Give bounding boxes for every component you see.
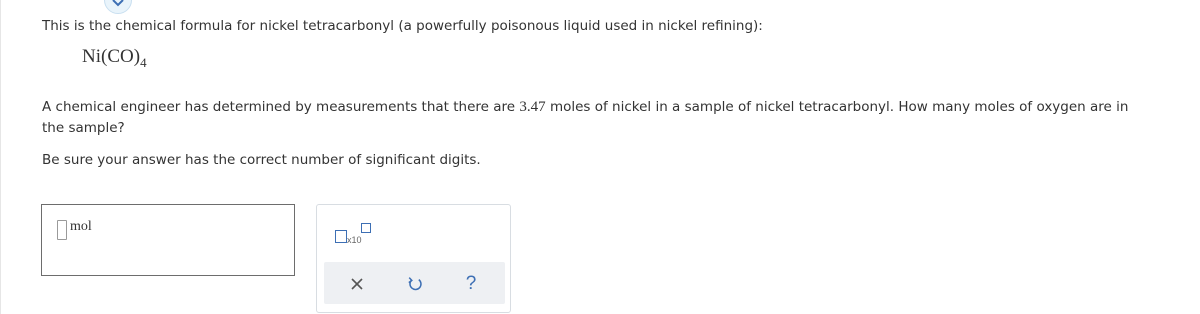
formula-subscript: 4 <box>140 55 147 70</box>
question-measurement-line2: the sample? <box>42 120 125 136</box>
clear-button[interactable] <box>345 272 369 296</box>
sci-base-slot-icon <box>335 230 347 243</box>
math-palette <box>316 204 511 313</box>
chemical-formula <box>82 46 147 68</box>
measurement-text-after: moles of nickel in a sample of nickel tetracarbonyl. How many moles of oxygen are in <box>545 99 1129 115</box>
formula-main: Ni(CO) <box>82 46 141 67</box>
answer-unit: mol <box>70 219 92 234</box>
left-divider <box>0 0 1 314</box>
help-icon: ? <box>465 273 477 294</box>
collapse-button[interactable] <box>104 0 132 14</box>
measurement-text-before: A chemical engineer has determined by measurements that there are <box>42 99 520 115</box>
instruction-text: Be sure your answer has the correct number of significant digits. <box>42 152 481 168</box>
undo-button[interactable] <box>403 272 427 296</box>
help-button[interactable] <box>459 272 483 296</box>
question-measurement <box>42 99 1128 116</box>
palette-action-bar <box>324 262 505 304</box>
sci-exponent-slot-icon <box>361 223 371 233</box>
question-intro: This is the chemical formula for nickel tetracarbonyl (a powerfully poisonous liquid used in nickel refining): <box>42 18 763 34</box>
undo-icon <box>403 272 427 296</box>
answer-input-slot[interactable] <box>57 220 67 240</box>
chevron-down-icon <box>111 0 125 8</box>
measurement-value: 3.47 <box>519 99 546 115</box>
answer-field[interactable] <box>41 204 295 276</box>
sci-notation-label: x10 <box>347 235 362 245</box>
scientific-notation-button[interactable] <box>335 219 375 247</box>
close-icon <box>345 272 369 296</box>
